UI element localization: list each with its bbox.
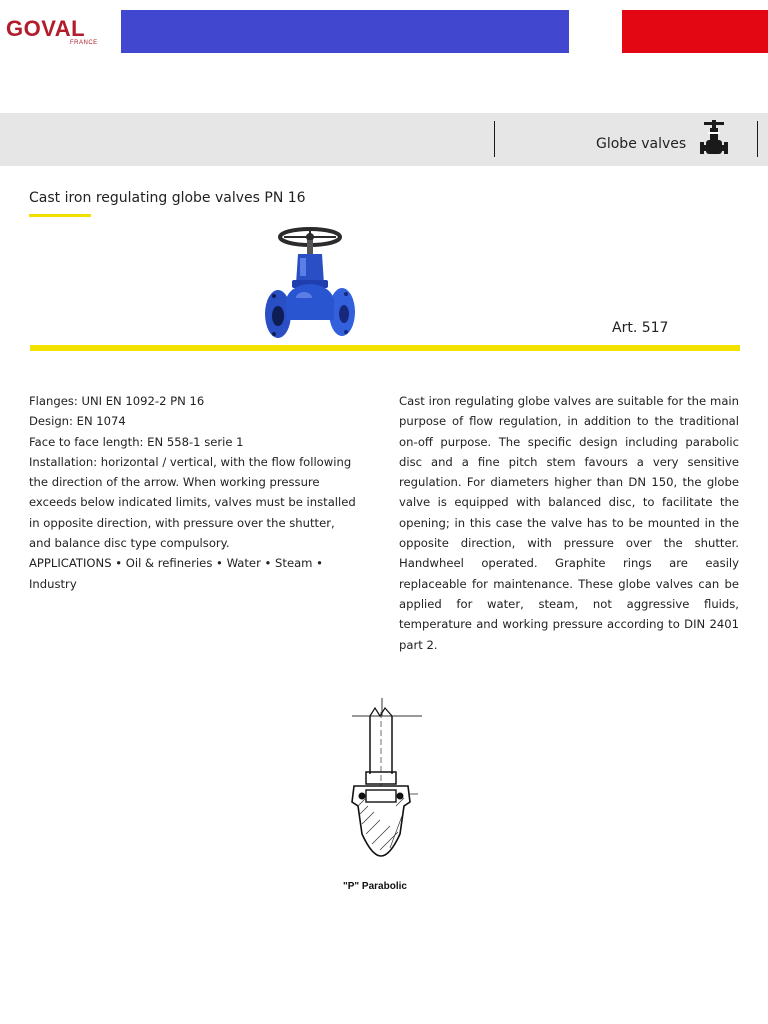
spec-flanges: Flanges: UNI EN 1092-2 PN 16 (29, 394, 205, 408)
product-description: Cast iron regulating globe valves are suitable for the main purpose of flow regulation, in addition to the traditional on-off purpose. The specific design including parabolic disc and a fine pitch stem favours a very sensitive regulation. For diameters higher than DN 150, the globe valve is equipped with balanced disc, to facilitate the opening; in this case the valve has to be mounted in the opposite direction, with pressure over the shutter. Handwheel operated. Graphite rings are easily replaceable for maintenance. These globe valves can be applied for water, steam, not aggressive fluids, temperature and working pressure according to DIN 2401 part 2. (399, 394, 739, 652)
spec-installation: Installation: horizontal / vertical, with the flow following the direction of the arrow. When working pressure exceeds below indicated limits, valves must be installed in opposite direction, with pressure over the shutter, and balance disc type compulsory. (29, 454, 356, 551)
spec-applications: APPLICATIONS • Oil & refineries • Water • Steam • Industry (29, 556, 324, 591)
header-blue-banner (121, 10, 569, 53)
goval-logo[interactable] (6, 16, 98, 46)
product-image (264, 224, 356, 348)
spec-face-to-face: Face to face length: EN 558-1 serie 1 (29, 434, 244, 449)
header-red-banner (622, 10, 768, 53)
spec-design: Design: EN 1074 (29, 414, 126, 429)
article-number: Art. 517 (612, 320, 669, 336)
logo-wordmark: GOVAL (6, 16, 86, 41)
parabolic-disc-drawing (344, 694, 424, 868)
globe-valve-icon (700, 120, 728, 162)
section-divider-left (494, 121, 495, 157)
product-title: Cast iron regulating globe valves PN 16 (29, 190, 306, 206)
specifications-list (29, 391, 359, 594)
title-underline (29, 214, 91, 217)
drawing-caption: "P" Parabolic (343, 881, 407, 892)
yellow-divider (30, 345, 740, 351)
logo-subtitle: FRANCE (70, 40, 98, 46)
section-divider-right (757, 121, 758, 157)
section-label: Globe valves (596, 136, 687, 152)
